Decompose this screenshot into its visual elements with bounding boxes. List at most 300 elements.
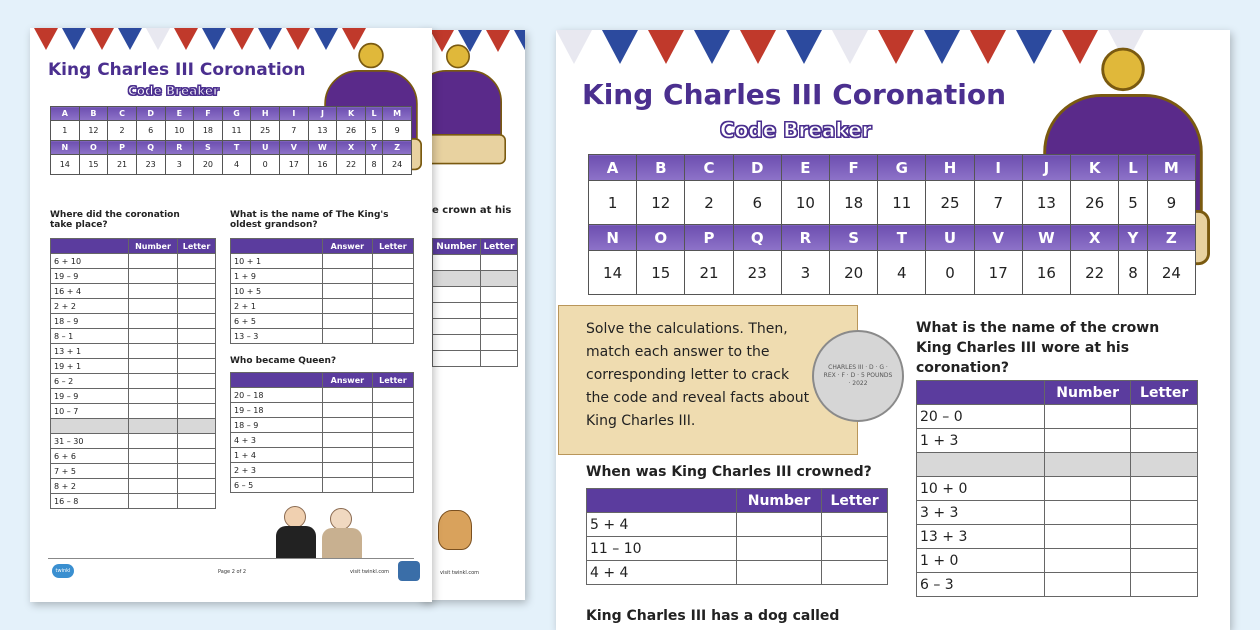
footer-page: Page 2 of 2 (218, 569, 247, 575)
code-number-cell: 25 (251, 121, 280, 141)
number-answer-cell[interactable] (1045, 429, 1131, 453)
number-answer-cell[interactable] (129, 404, 178, 419)
code-letter-cell: N (589, 225, 637, 251)
code-letter-cell: E (781, 155, 829, 181)
number-answer-cell[interactable] (737, 537, 822, 561)
calculation-cell: 10 + 5 (231, 284, 323, 299)
code-letter-cell: M (383, 107, 412, 121)
header-letter: Letter (1131, 381, 1198, 405)
table-row (51, 449, 216, 464)
header-number: Number (129, 239, 178, 254)
letter-answer-cell[interactable] (1131, 501, 1198, 525)
number-answer-cell[interactable] (129, 389, 178, 404)
calculation-cell: 2 + 3 (231, 463, 323, 478)
calculation-cell: 6 – 5 (231, 478, 323, 493)
letter-answer-cell[interactable] (1131, 429, 1198, 453)
answer-cell[interactable] (433, 255, 481, 271)
calculation-cell: 19 – 9 (51, 389, 129, 404)
calculation-cell: 11 – 10 (587, 537, 737, 561)
code-number-cell: 14 (51, 155, 80, 175)
code-table (50, 106, 412, 175)
code-letter-cell: G (878, 155, 926, 181)
code-number-cell: 18 (194, 121, 223, 141)
table-row (51, 434, 216, 449)
header-calculation (917, 381, 1045, 405)
number-answer-cell[interactable] (129, 449, 178, 464)
code-number-cell: 10 (165, 121, 194, 141)
letter-answer-cell[interactable] (1131, 525, 1198, 549)
calculation-cell: 6 – 3 (917, 573, 1045, 597)
code-letter-cell: J (1022, 155, 1070, 181)
code-letter-cell: X (1071, 225, 1119, 251)
table-row (51, 284, 216, 299)
code-number-cell: 1 (589, 181, 637, 225)
code-number-cell: 12 (79, 121, 108, 141)
calculation-cell: 16 + 4 (51, 284, 129, 299)
number-answer-cell[interactable] (129, 359, 178, 374)
number-answer-cell[interactable] (323, 254, 373, 269)
letter-answer-cell[interactable] (178, 284, 216, 299)
number-answer-cell[interactable] (737, 561, 822, 585)
number-answer-cell[interactable] (129, 494, 178, 509)
table-row (231, 299, 414, 314)
letter-answer-cell[interactable] (178, 434, 216, 449)
code-number-cell: 17 (974, 251, 1022, 295)
code-number-cell: 13 (1022, 181, 1070, 225)
table-row (917, 477, 1198, 501)
calculation-cell: 10 – 7 (51, 404, 129, 419)
number-answer-cell[interactable] (129, 434, 178, 449)
footer-site: visit twinkl.com (350, 569, 390, 575)
header-letter: Letter (372, 373, 413, 388)
letter-answer-cell[interactable] (178, 464, 216, 479)
code-number-cell: 2 (108, 121, 137, 141)
code-letter-cell: N (51, 141, 80, 155)
letter-answer-cell[interactable] (372, 433, 413, 448)
question-queen: Who became Queen? (230, 356, 337, 366)
badge-icon (398, 561, 420, 581)
answer-cell[interactable] (433, 335, 481, 351)
calculation-cell: 1 + 3 (917, 429, 1045, 453)
code-number-cell: 4 (222, 155, 251, 175)
code-letter-cell: R (165, 141, 194, 155)
code-letter-cell: U (926, 225, 974, 251)
header-calculation (51, 239, 129, 254)
code-letter-cell: X (337, 141, 366, 155)
code-number-cell: 0 (251, 155, 280, 175)
code-letter-cell: W (1022, 225, 1070, 251)
calculation-cell: 6 + 10 (51, 254, 129, 269)
number-answer-cell[interactable] (323, 433, 373, 448)
answer-cell[interactable] (480, 335, 517, 351)
header-letter: Letter (178, 239, 216, 254)
code-letter-cell: E (165, 107, 194, 121)
calculation-cell (917, 453, 1045, 477)
header-number: Number (1045, 381, 1131, 405)
answer-cell[interactable] (480, 287, 517, 303)
calculation-cell: 18 – 9 (231, 418, 323, 433)
code-letter-cell: R (781, 225, 829, 251)
number-answer-cell[interactable] (1045, 573, 1131, 597)
letter-answer-cell[interactable] (372, 269, 413, 284)
number-answer-cell[interactable] (323, 284, 373, 299)
number-answer-cell (1045, 453, 1131, 477)
letter-answer-cell[interactable] (372, 478, 413, 493)
letter-answer-cell[interactable] (372, 329, 413, 344)
code-letter-cell: Q (733, 225, 781, 251)
answer-cell[interactable] (433, 351, 481, 367)
letter-answer-cell[interactable] (372, 314, 413, 329)
code-number-cell: 18 (830, 181, 878, 225)
code-number-cell: 4 (878, 251, 926, 295)
code-letter-cell: Z (1147, 225, 1195, 251)
page-subtitle: Code Breaker (128, 84, 219, 98)
code-number-cell: 9 (383, 121, 412, 141)
answer-cell[interactable] (480, 319, 517, 335)
calculation-cell: 10 + 1 (231, 254, 323, 269)
letter-answer-cell[interactable] (178, 329, 216, 344)
code-letter-cell: A (51, 107, 80, 121)
code-number-cell: 6 (733, 181, 781, 225)
number-answer-cell[interactable] (323, 388, 373, 403)
code-number-cell: 26 (337, 121, 366, 141)
code-letter-cell: D (136, 107, 165, 121)
gap-cell (433, 271, 481, 287)
calculation-cell: 3 + 3 (917, 501, 1045, 525)
letter-answer-cell[interactable] (372, 403, 413, 418)
letter-answer-cell[interactable] (1131, 573, 1198, 597)
calculation-cell: 31 – 30 (51, 434, 129, 449)
code-number-cell: 1 (51, 121, 80, 141)
code-letter-cell: Q (136, 141, 165, 155)
answer-table-location (50, 238, 216, 509)
code-letter-cell: V (280, 141, 309, 155)
code-number-cell: 11 (878, 181, 926, 225)
calculation-cell: 13 – 3 (231, 329, 323, 344)
header-number: Answer (323, 239, 373, 254)
code-number-cell: 20 (194, 155, 223, 175)
number-answer-cell (129, 419, 178, 434)
calculation-cell: 20 – 0 (917, 405, 1045, 429)
table-row (231, 254, 414, 269)
page-subtitle: Code Breaker (720, 118, 872, 142)
code-number-cell: 23 (733, 251, 781, 295)
page-title: King Charles III Coronation (582, 78, 1007, 111)
number-answer-cell[interactable] (1045, 477, 1131, 501)
coin-text: CHARLES III · D · G · REX · F · D · 5 POUNDS · 2022 (823, 364, 893, 387)
table-row (587, 537, 888, 561)
number-answer-cell[interactable] (129, 479, 178, 494)
code-number-cell: 13 (308, 121, 337, 141)
calculation-cell: 8 – 1 (51, 329, 129, 344)
code-number-cell: 17 (280, 155, 309, 175)
calculation-cell: 13 + 3 (917, 525, 1045, 549)
number-answer-cell[interactable] (129, 299, 178, 314)
dog-illustration (438, 510, 472, 550)
table-row (51, 254, 216, 269)
code-number-cell: 25 (926, 181, 974, 225)
code-number-cell: 10 (781, 181, 829, 225)
number-answer-cell[interactable] (129, 329, 178, 344)
table-row (231, 388, 414, 403)
answer-cell[interactable] (433, 287, 481, 303)
number-answer-cell[interactable] (323, 478, 373, 493)
table-row (51, 329, 216, 344)
number-answer-cell[interactable] (129, 254, 178, 269)
answer-cell[interactable] (480, 351, 517, 367)
back-answer-table (432, 238, 518, 367)
code-letter-cell: A (589, 155, 637, 181)
code-number-cell: 15 (637, 251, 685, 295)
code-number-cell: 11 (222, 121, 251, 141)
table-row (231, 433, 414, 448)
code-number-cell: 12 (637, 181, 685, 225)
code-letter-cell: T (878, 225, 926, 251)
number-answer-cell[interactable] (323, 463, 373, 478)
code-letter-cell: U (251, 141, 280, 155)
number-answer-cell[interactable] (129, 464, 178, 479)
number-answer-cell[interactable] (129, 344, 178, 359)
table-row (231, 448, 414, 463)
code-letter-cell: Y (1119, 225, 1147, 251)
table-row (231, 478, 414, 493)
number-answer-cell[interactable] (323, 314, 373, 329)
number-answer-cell[interactable] (129, 374, 178, 389)
number-answer-cell[interactable] (323, 403, 373, 418)
code-letter-cell: P (685, 225, 733, 251)
header-number: Number (737, 489, 822, 513)
answer-table-when (586, 488, 888, 585)
header-calculation (231, 239, 323, 254)
code-number-cell: 5 (365, 121, 382, 141)
answer-table-grandson (230, 238, 414, 344)
calculation-cell: 5 + 4 (587, 513, 737, 537)
code-number-cell: 16 (308, 155, 337, 175)
royal-couple-illustration (274, 506, 374, 558)
code-number-cell: 22 (337, 155, 366, 175)
letter-answer-cell[interactable] (372, 418, 413, 433)
gap-cell (480, 271, 517, 287)
calculation-cell: 10 + 0 (917, 477, 1045, 501)
page-title: King Charles III Coronation (48, 60, 306, 80)
table-row (587, 561, 888, 585)
code-number-cell: 21 (108, 155, 137, 175)
calculation-cell: 20 – 18 (231, 388, 323, 403)
code-letter-cell: L (1119, 155, 1147, 181)
table-row (51, 464, 216, 479)
number-answer-cell[interactable] (323, 448, 373, 463)
table-row (917, 501, 1198, 525)
letter-answer-cell[interactable] (1131, 549, 1198, 573)
number-answer-cell[interactable] (129, 284, 178, 299)
calculation-cell: 6 – 2 (51, 374, 129, 389)
table-row (917, 573, 1198, 597)
letter-answer-cell[interactable] (178, 374, 216, 389)
calculation-cell: 18 – 9 (51, 314, 129, 329)
question-crown: What is the name of the crown King Charles III wore at his coronation? (916, 320, 1160, 376)
code-number-cell: 14 (589, 251, 637, 295)
code-letter-cell: V (974, 225, 1022, 251)
code-letter-cell: I (280, 107, 309, 121)
letter-answer-cell[interactable] (178, 269, 216, 284)
question-location: Where did the coronation take place? (50, 210, 180, 230)
letter-answer-cell[interactable] (178, 314, 216, 329)
table-row (231, 403, 414, 418)
letter-answer-cell[interactable] (372, 284, 413, 299)
code-number-cell: 2 (685, 181, 733, 225)
crown-illustration (420, 38, 506, 174)
answer-cell[interactable] (480, 303, 517, 319)
number-answer-cell[interactable] (323, 299, 373, 314)
letter-answer-cell[interactable] (1131, 477, 1198, 501)
letter-answer-cell[interactable] (178, 494, 216, 509)
code-letter-cell: G (222, 107, 251, 121)
code-number-cell: 26 (1071, 181, 1119, 225)
calculation-cell: 6 + 6 (51, 449, 129, 464)
question-dog: King Charles III has a dog called (586, 608, 840, 624)
code-number-cell: 9 (1147, 181, 1195, 225)
footer-divider (48, 558, 414, 559)
code-letter-cell: O (79, 141, 108, 155)
code-table (588, 154, 1196, 295)
letter-answer-cell[interactable] (372, 299, 413, 314)
letter-answer-cell (178, 419, 216, 434)
calculation-cell: 1 + 9 (231, 269, 323, 284)
table-row (51, 404, 216, 419)
footer-site: visit twinkl.com (440, 570, 480, 576)
calculation-cell (51, 419, 129, 434)
number-answer-cell[interactable] (737, 513, 822, 537)
code-number-cell: 3 (165, 155, 194, 175)
table-row (51, 299, 216, 314)
letter-answer-cell[interactable] (822, 513, 888, 537)
code-letter-cell: D (733, 155, 781, 181)
number-answer-cell[interactable] (1045, 549, 1131, 573)
question-grandson: What is the name of The King's oldest grandson? (230, 210, 389, 230)
letter-answer-cell[interactable] (372, 448, 413, 463)
letter-answer-cell[interactable] (822, 537, 888, 561)
letter-answer-cell[interactable] (372, 388, 413, 403)
question-when: When was King Charles III crowned? (586, 464, 872, 480)
letter-answer-cell[interactable] (822, 561, 888, 585)
calculation-cell: 2 + 2 (51, 299, 129, 314)
code-number-cell: 5 (1119, 181, 1147, 225)
number-answer-cell[interactable] (1045, 501, 1131, 525)
calculation-cell: 4 + 4 (587, 561, 737, 585)
answer-cell[interactable] (433, 303, 481, 319)
back-worksheet (420, 30, 525, 600)
number-answer-cell[interactable] (129, 269, 178, 284)
number-answer-cell[interactable] (129, 314, 178, 329)
calculation-cell: 6 + 5 (231, 314, 323, 329)
letter-answer-cell[interactable] (178, 344, 216, 359)
table-row (917, 549, 1198, 573)
calculation-cell: 2 + 1 (231, 299, 323, 314)
table-row (587, 513, 888, 537)
code-letter-cell: S (194, 141, 223, 155)
header-letter: Letter (480, 239, 517, 255)
number-answer-cell[interactable] (323, 418, 373, 433)
header-number: Number (433, 239, 481, 255)
table-row (51, 344, 216, 359)
code-letter-cell: C (108, 107, 137, 121)
table-row (917, 525, 1198, 549)
code-letter-cell: B (79, 107, 108, 121)
code-number-cell: 23 (136, 155, 165, 175)
code-number-cell: 22 (1071, 251, 1119, 295)
calculation-cell: 1 + 0 (917, 549, 1045, 573)
header-number: Answer (323, 373, 373, 388)
letter-answer-cell[interactable] (178, 404, 216, 419)
answer-cell[interactable] (433, 319, 481, 335)
calculation-cell: 8 + 2 (51, 479, 129, 494)
code-letter-cell: H (926, 155, 974, 181)
table-row (231, 284, 414, 299)
letter-answer-cell[interactable] (372, 254, 413, 269)
calculation-cell: 16 – 8 (51, 494, 129, 509)
table-row (51, 479, 216, 494)
code-letter-cell: H (251, 107, 280, 121)
table-row (231, 329, 414, 344)
table-row (917, 429, 1198, 453)
code-letter-cell: F (830, 155, 878, 181)
calculation-cell: 4 + 3 (231, 433, 323, 448)
calculation-cell: 19 – 9 (51, 269, 129, 284)
letter-answer-cell[interactable] (178, 389, 216, 404)
number-answer-cell[interactable] (323, 269, 373, 284)
table-row (231, 418, 414, 433)
letter-answer-cell[interactable] (178, 299, 216, 314)
code-number-cell: 7 (280, 121, 309, 141)
answer-cell[interactable] (480, 255, 517, 271)
number-answer-cell[interactable] (1045, 525, 1131, 549)
answer-table-crown (916, 380, 1198, 597)
calculation-cell: 13 + 1 (51, 344, 129, 359)
back-question: e crown at his (432, 205, 512, 216)
answer-table-queen (230, 372, 414, 493)
table-row (231, 463, 414, 478)
code-number-cell: 24 (383, 155, 412, 175)
code-letter-cell: S (830, 225, 878, 251)
code-letter-cell: Y (365, 141, 382, 155)
code-letter-cell: J (308, 107, 337, 121)
table-row (51, 494, 216, 509)
code-letter-cell: K (337, 107, 366, 121)
table-row (51, 314, 216, 329)
letter-answer-cell[interactable] (178, 254, 216, 269)
letter-answer-cell[interactable] (372, 463, 413, 478)
letter-answer-cell[interactable] (1131, 405, 1198, 429)
twinkl-logo: twinkl (52, 564, 74, 578)
number-answer-cell[interactable] (1045, 405, 1131, 429)
letter-answer-cell[interactable] (178, 359, 216, 374)
header-calculation (231, 373, 323, 388)
code-number-cell: 3 (781, 251, 829, 295)
table-row (51, 269, 216, 284)
code-letter-cell: P (108, 141, 137, 155)
code-number-cell: 8 (365, 155, 382, 175)
code-letter-cell: K (1071, 155, 1119, 181)
letter-answer-cell[interactable] (178, 479, 216, 494)
code-letter-cell: F (194, 107, 223, 121)
letter-answer-cell[interactable] (178, 449, 216, 464)
number-answer-cell[interactable] (323, 329, 373, 344)
code-letter-cell: L (365, 107, 382, 121)
large-worksheet (556, 30, 1230, 630)
code-number-cell: 0 (926, 251, 974, 295)
table-row (231, 269, 414, 284)
code-number-cell: 21 (685, 251, 733, 295)
